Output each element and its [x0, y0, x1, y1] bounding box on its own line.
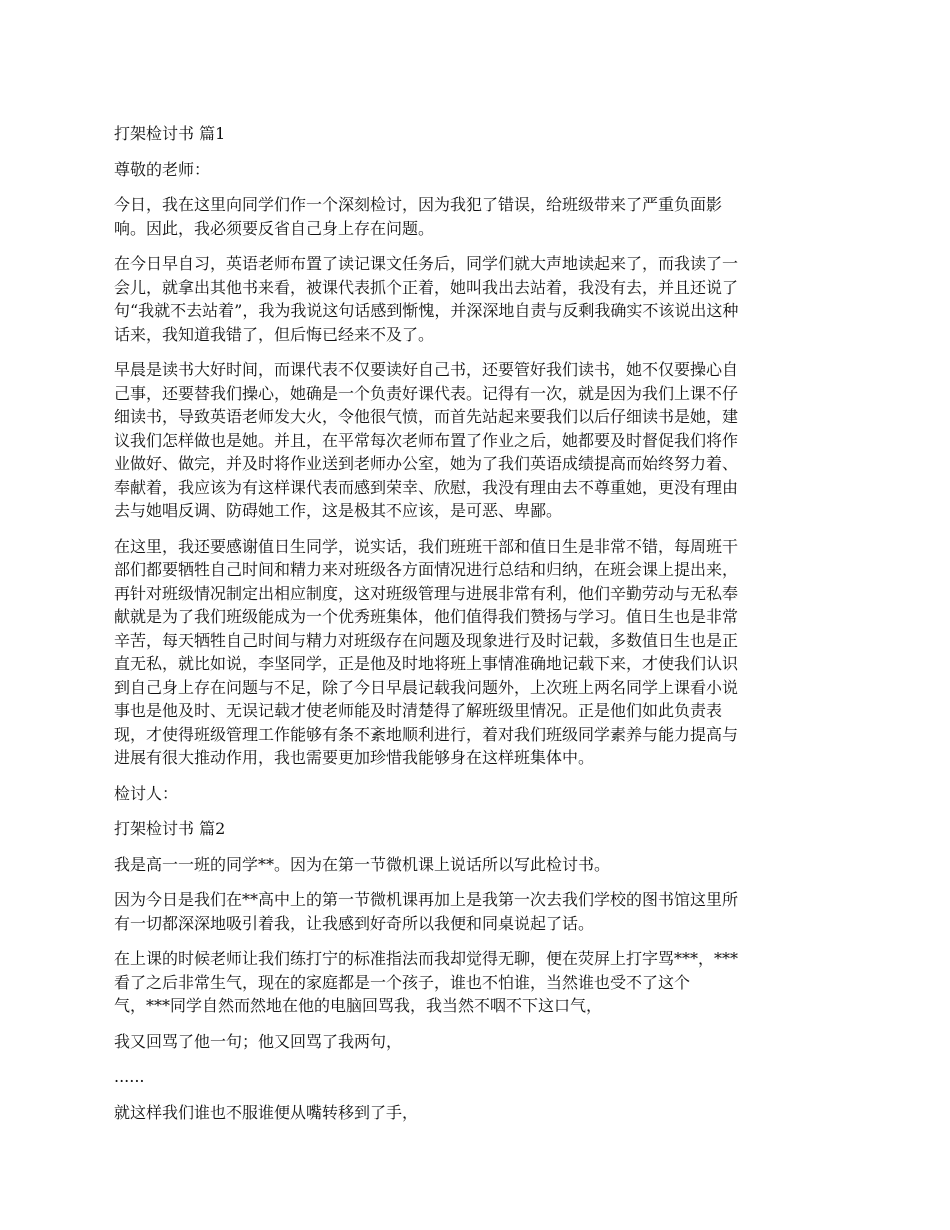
paragraph: 我是高一一班的同学**。因为在第一节微机课上说话所以写此检讨书。	[114, 854, 611, 874]
section-heading-1: 打架检讨书 篇1	[114, 124, 226, 143]
paragraph: 在上课的时候老师让我们练打宁的标准指法而我却觉得无聊，便在荧屏上打字骂***，*** 看了之后非常生气，现在的家庭都是一个孩子，谁也不怕谁，当然谁也受不了这个 气，***同学自然而然地在他的电脑回骂我，我当然不咽不下这口气，	[114, 949, 739, 1015]
ellipsis: ......	[114, 1067, 145, 1086]
paragraph: 就这样我们谁也不服谁便从嘴转移到了手，	[114, 1102, 419, 1122]
paragraph: 因为今日是我们在**高中上的第一节微机课再加上是我第一次去我们学校的图书馆这里所 有一切都深深地吸引着我，让我感到好奇所以我便和同桌说起了话。	[114, 890, 739, 933]
paragraph: 早晨是读书大好时间，而课代表不仅要读好自己书，还要管好我们读书，她不仅要操心自 己事，还要替我们操心，她确是一个负责好课代表。记得有一次，就是因为我们上课不仔 细读书，导致英语老师发大火，令他很气愤，而首先站起来要我们以后仔细读书是她，建 议我们怎样做也是她。并且，在平常每次老师布置了作业之后，她都要及时督促我们将作 业做好、做完，并及时将作业送到老师办公室，她为了我们英语成绩提高而始终努力着、 奉献着，我应该为有这样课代表而感到荣幸、欣慰，我没有理由去不尊重她，更没有理由 去与她唱反调、防碍她工作，这是极其不应该，是可恶、卑鄙。	[114, 360, 739, 520]
paragraph: 在今日早自习，英语老师布置了读记课文任务后，同学们就大声地读起来了，而我读了一 会儿，就拿出其他书来看，被课代表抓个正着，她叫我出去站着，我没有去，并且还说了 句“我就不去站着”，我为我说这句话感到惭愧，并深深地自责与反剩我确实不该说出这种 话来，我知道我错了，但后悔已经来不及了。	[114, 254, 739, 344]
paragraph: 我又回骂了他一句；他又回骂了我两句，	[114, 1031, 403, 1051]
salutation: 尊敬的老师：	[114, 159, 211, 179]
section-heading-2: 打架检讨书 篇2	[114, 819, 226, 838]
signature-line: 检讨人：	[114, 783, 179, 803]
document-body	[114, 122, 842, 1136]
paragraph: 今日，我在这里向同学们作一个深刻检讨，因为我犯了错误，给班级带来了严重负面影 响。因此，我必须要反省自己身上存在问题。	[114, 195, 723, 238]
paragraph: 在这里，我还要感谢值日生同学，说实话，我们班班干部和值日生是非常不错，每周班干 部们都要牺牲自己时间和精力来对班级各方面情况进行总结和归纳，在班会课上提出来， 再针对班级情况制定出相应制度，这对班级管理与进展非常有利，他们辛勤劳动与无私奉 献就是为了我们班级能成为一个优秀班集体，他们值得我们赞扬与学习。值日生也是非常 辛苦，每天牺牲自己时间与精力对班级存在问题及现象进行及时记载，多数值日生也是正 直无私，就比如说，李坚同学，正是他及时地将班上事情准确地记载下来，才使我们认识 到自己身上存在问题与不足，除了今日早晨记载我问题外，上次班上两名同学上课看小说 事也是他及时、无误记载才使老师能及时清楚得了解班级里情况。正是他们如此负责表 现，才使得班级管理工作能够有条不紊地顺利进行，着对我们班级同学素养与能力提高与 进展有很大推动作用，我也需要更加珍惜我能够身在这样班集体中。	[114, 536, 739, 767]
